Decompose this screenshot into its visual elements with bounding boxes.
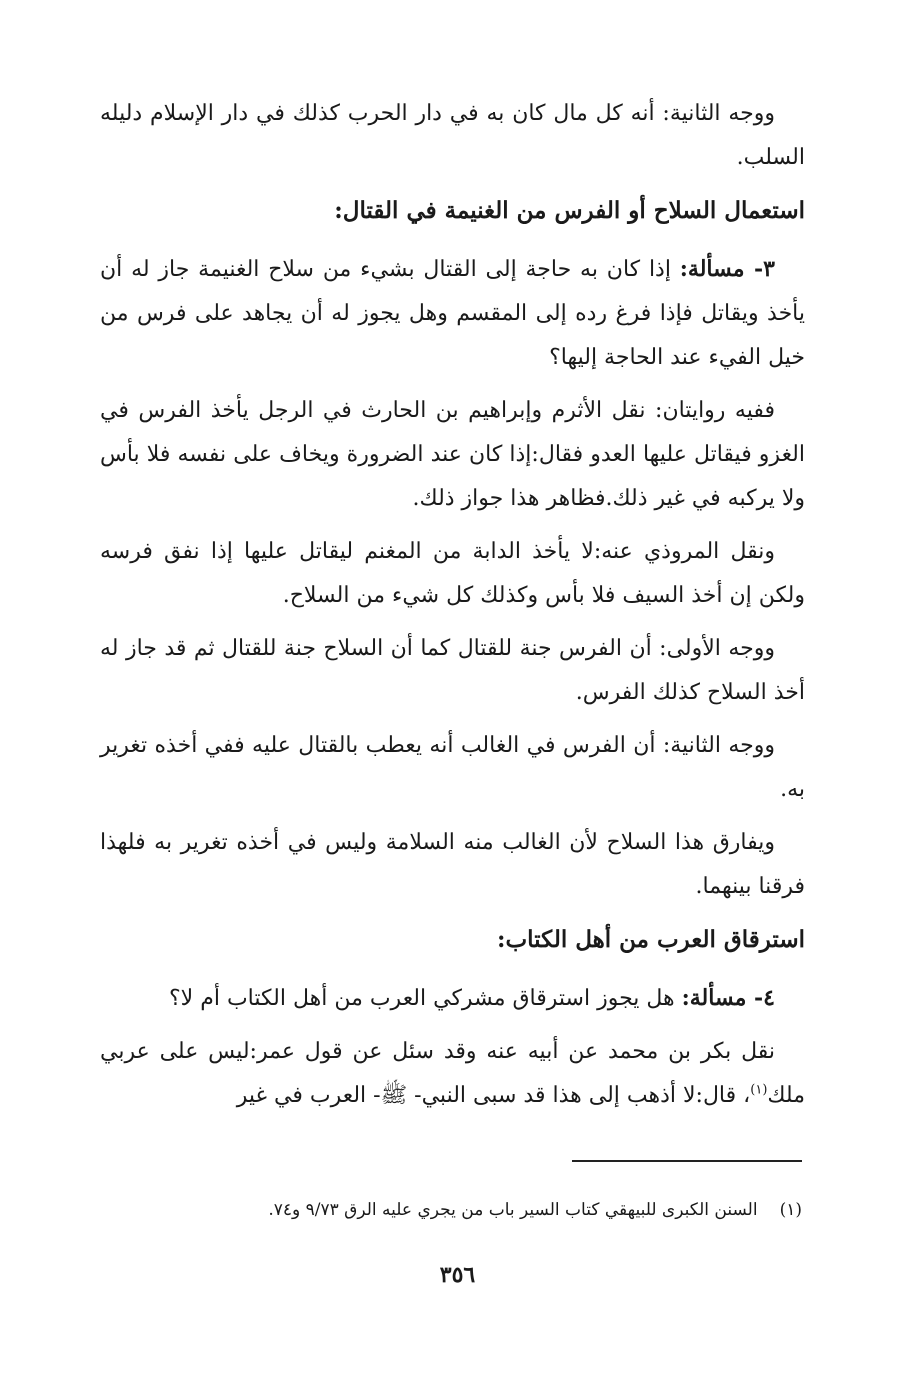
paragraph-issue-4	[100, 976, 805, 1021]
paragraph-bakr-narration	[100, 1030, 805, 1118]
paragraph-first-reason: ووجه الأولى: أن الفرس جنة للقتال كما أن السلاح جنة للقتال ثم قد جاز له أخذ السلاح كذلك الفرس.	[100, 636, 805, 705]
paragraph-second-reason: ووجه الثانية: أن الفرس في الغالب أنه يعطب بالقتال عليه ففي أخذه تغرير به.	[100, 733, 805, 802]
paragraph-second-reason-booty: ووجه الثانية: أنه كل مال كان به في دار الحرب كذلك في دار الإسلام دليله السلب.	[100, 101, 805, 170]
section-heading-enslaving-arabs: استرقاق العرب من أهل الكتاب:	[497, 926, 805, 953]
paragraph-two-narrations: ففيه روايتان: نقل الأثرم وإبراهيم بن الحارث في الرجل يأخذ الفرس في الغزو فيقاتل عليها العدو فقال:إذا كان عند الضرورة ويخاف على نفسه فلا بأس ولا يركبه في غير ذلك.فظاهر هذا جواز ذلك.	[100, 398, 805, 511]
footnote-number: (١)	[779, 1200, 802, 1220]
paragraph-issue-3	[100, 247, 805, 380]
main-text	[100, 92, 805, 1127]
footnote-separator-rule	[572, 1160, 802, 1162]
page-number: ٣٥٦	[439, 1262, 476, 1288]
issue-4-label: ٤- مسألة:	[681, 985, 775, 1011]
issue-3-label: ٣- مسألة:	[679, 256, 775, 282]
footnote-text: السنن الكبرى للبيهقي كتاب السير باب من يجري عليه الرق ٩/٧٣ و٧٤.	[268, 1200, 758, 1220]
paragraph-marwazi-narration: ونقل المروذي عنه:لا يأخذ الدابة من المغنم ليقاتل عليها إذا نفق فرسه ولكن إن أخذ السيف فلا بأس وكذلك كل شيء من السلاح.	[100, 539, 805, 608]
footnote-reference-mark[interactable]: (١)	[750, 1082, 768, 1098]
issue-4-text: هل يجوز استرقاق مشركي العرب من أهل الكتاب أم لا؟	[169, 986, 682, 1011]
bakr-narration-part-1: نقل بكر بن محمد عن أبيه عنه وقد سئل عن قول عمر:ليس على عربي ملك	[100, 1039, 805, 1108]
bakr-narration-part-2: ، قال:لا أذهب إلى هذا قد سبى النبي- ﷺ- العرب في غير	[236, 1083, 751, 1108]
section-heading-weapons-horse: استعمال السلاح أو الفرس من الغنيمة في القتال:	[334, 197, 805, 224]
footnote	[112, 1196, 802, 1224]
paragraph-distinction: ويفارق هذا السلاح لأن الغالب منه السلامة وليس في أخذه تغرير به فلهذا فرقنا بينهما.	[100, 830, 805, 899]
issue-3-text: إذا كان به حاجة إلى القتال بشيء من سلاح الغنيمة جاز له أن يأخذ ويقاتل فإذا فرغ رده إلى المقسم وهل يجوز له أن يجاهد على فرس من خيل الفيء عند الحاجة إليها؟	[100, 257, 805, 370]
